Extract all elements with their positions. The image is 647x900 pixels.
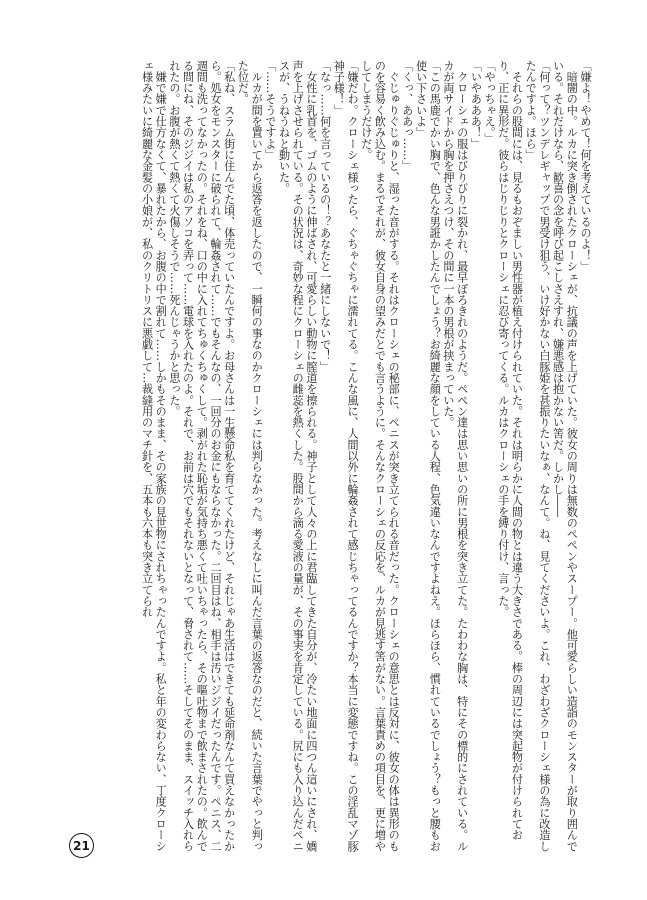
paragraph: 「この馬鹿でかい胸で、色んな男誑かしたんでしょう？お綺麗な顔をしている人程、色気違いなんですよねえ。ほらほら、慣れているでしょう？もっと腰もお使い下さいよ」 [414, 60, 442, 852]
paragraph: 「何って？ツンデレギャップで男受け狙う、いけ好かない白豚姫を甚振りたいなぁ、なんて。ね、見てくださいよ。これ、わざわざクローシェ様の為に改造したんですよ。ほら」 [524, 60, 551, 852]
paragraph: 「くっ、ああっ……」 [400, 60, 414, 172]
paragraph: 嫌で嫌で仕方なくて、暴れたから、お腹の中で割れて……しかもそのまま、その家族の見世物にされちゃったんですよ。私と年の変わらない、丁度クローシェ様みたいに綺麗な金髪の小娘が、私のクリトリスに悪戯して…裁縫用のマチ針を、五本も六本も突き立てられ [140, 60, 168, 852]
paragraph: 暗闇の中。ルカに突き倒されたクローシェが、抗議の声を上げていた。彼女の周りは無数のペペンやスープー。他可愛らしい造詣のモンスターが取り囲んでいる。それだけなら、歓喜の念を呼び起こしさえすれ、嫌悪感は抱かない筈だ。しかし―― [551, 60, 579, 852]
paragraph: 「嫌だわ。クローシェ様ったら、ぐちゃぐちゃに濡れてる。こんな風に、人間以外に輪姦されて感じちゃってるんですか？本当に変態ですね。この淫乱マゾ豚神子様！」 [332, 60, 360, 852]
paragraph: それらの股間には、見るもおぞましい男性器が植え付けられていた。それは明らかに人間の物とは違う大きさである。棒の周辺には突起物が付けられており、正に異形だ。彼らはじりじりとクローシェに忍び寄ってくる。ルカはクローシェの手を縛り付け、言った。 [496, 60, 524, 841]
vertical-text-column [32, 60, 592, 860]
paragraph: 「……そうですよ」 [263, 60, 277, 161]
paragraph: ぐじゅりぐじゅりと、湿った音がする。それはクローシェの秘部に、ペニスが突き立てられる音だった。クローシェの意思とは反対に、彼女の体は異形のものを容易く飲み込む。まるでそれが、彼女自身の望みだとでも言うように。そんなクローシェの反応を、ルカが見逃す筈がない。言葉責めの項目を、更に増やしてしまうだけだ。 [359, 60, 401, 852]
page-number-badge: 21 [69, 833, 94, 858]
paragraph: 女性に乳首を、ゴムのように伸ばされ、可愛らしい動物に膣道を擦られる。神子として人々の上に君臨してきた自分が、冷たい地面に四つん這いにされ、嬌声を上げさせられている。その状況は、奇妙な程にクローシェの雌蕊を熱くした。股間から滴る愛液の量が、その事実を肯定している。尻にも入り込んだペニスが、うねうねと動いた。 [277, 60, 318, 852]
paragraph: 「嫌よ！やめて！何を考えているのよ！」 [579, 60, 592, 272]
paragraph: ルカが間を置いてから返答を返したので、一瞬何の事なのかクローシェには判らなかった。考えなしに叫んだ言葉の返答なのだと、続いた言葉でやっと判った位だ。 [236, 60, 264, 852]
paragraph: 「私ね、スラム街に住んでた頃、体売っていたんですよ。お母さんは一生懸命私を育ててくれたけど、それじゃあ生活はできても延命剤なんて買えなかったから。処女をモンスターに破られて、輪姦されて……でもそんなの、一回分のお金にもならなかった。二回目はね、相手は汚いジジイだったんです。ペニス、二週間も洗ってなかったの。それをね、口の中に入れてちゅくちゅくして。剥がれた恥垢が気持ち悪くて吐いちゃったら、その嘔吐物まで飲まされたの。飲んでる間にね、そのジジイは私のアソコを弄って……電球を入れたのよ。それで、お前は穴でもそれないとなって、脅されて……そしてそのまま、スイッチ入れられたの。お腹が熱くて熱くて火傷しそうで……死んじゃうかと思った。 [167, 60, 236, 852]
paragraph: 「なっ……何を言っているの！？あなたと一緒にしないで！」 [318, 60, 332, 373]
paragraph: 「いやあああ！」 [469, 60, 483, 150]
paragraph: クローシェの服はびりびりに裂かれ、最早ぼろきれのようだ。ペペン達は思い思いの所に男根を突き立てた。たわわな胸は、特にその標的にされている。ルカが両サイドから胸を押さえつけ、その間に一本の男根が挟まっていた。 [441, 60, 469, 852]
paragraph: 「やっちゃえ。」 [483, 60, 497, 144]
